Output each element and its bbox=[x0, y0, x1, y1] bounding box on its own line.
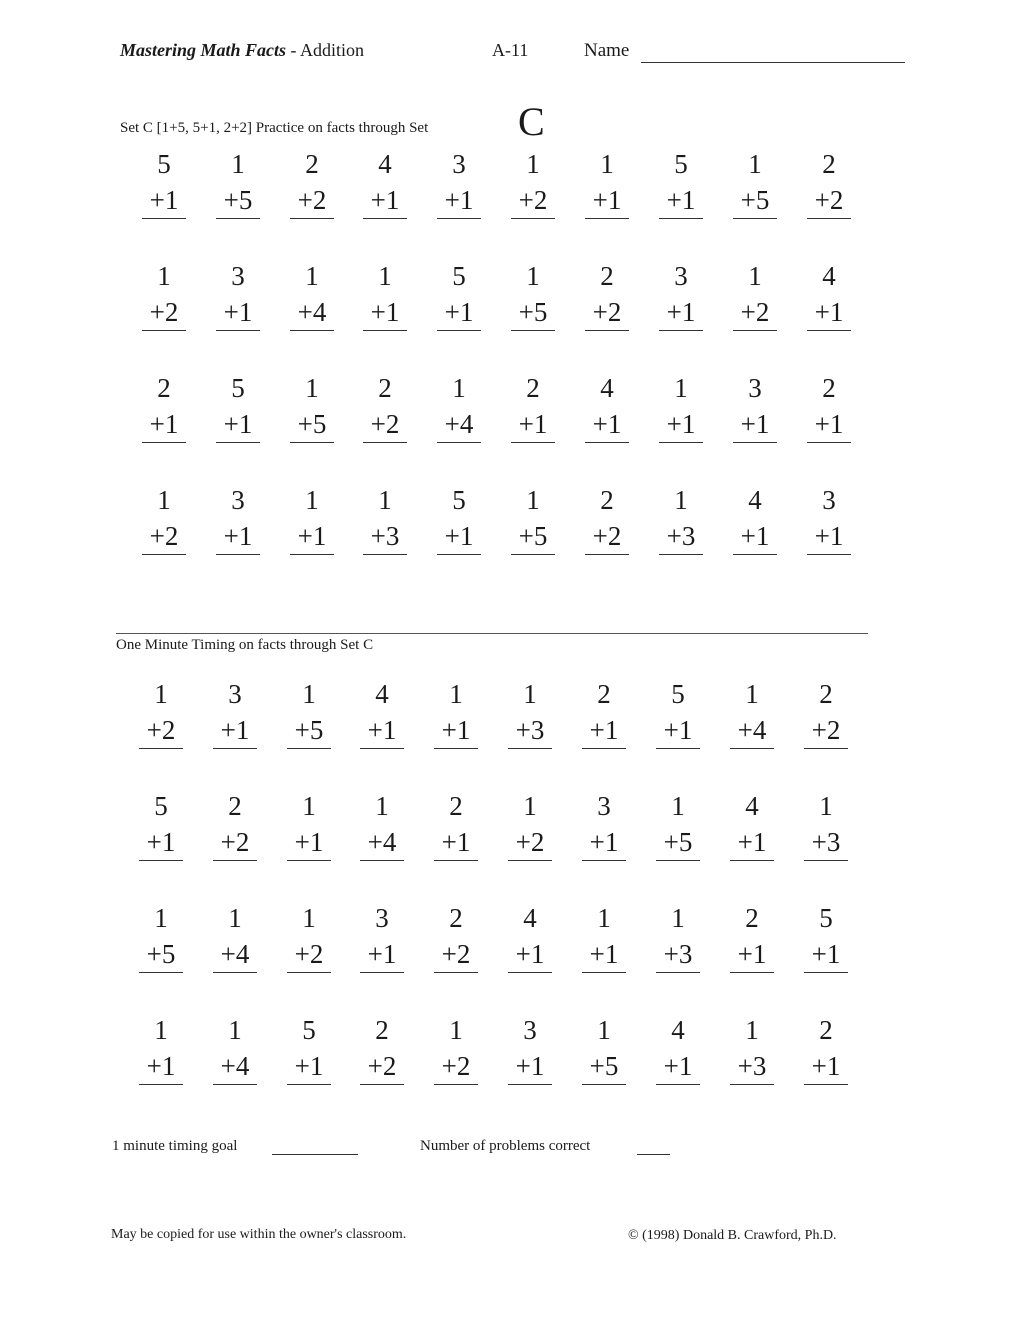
addend-bottom: +2 bbox=[360, 1048, 404, 1085]
practice-heading: Set C [1+5, 5+1, 2+2] Practice on facts through Set bbox=[120, 120, 429, 136]
timing-problem bbox=[730, 900, 774, 973]
practice-problem bbox=[142, 146, 186, 219]
practice-problem bbox=[807, 482, 851, 555]
addend-top: 1 bbox=[157, 485, 171, 515]
addend-top: 3 bbox=[597, 791, 611, 821]
addend-top: 1 bbox=[228, 1015, 242, 1045]
addend-bottom: +2 bbox=[804, 712, 848, 749]
addend-bottom: +5 bbox=[139, 936, 183, 973]
practice-problem bbox=[511, 146, 555, 219]
addend-top: 3 bbox=[231, 485, 245, 515]
addend-top: 1 bbox=[748, 149, 762, 179]
addend-top: 4 bbox=[671, 1015, 685, 1045]
addend-bottom: +1 bbox=[585, 406, 629, 443]
addend-bottom: +1 bbox=[139, 1048, 183, 1085]
addend-top: 1 bbox=[302, 791, 316, 821]
practice-problem bbox=[659, 370, 703, 443]
addend-bottom: +1 bbox=[434, 712, 478, 749]
timing-problem bbox=[730, 1012, 774, 1085]
addend-bottom: +1 bbox=[585, 182, 629, 219]
addend-top: 2 bbox=[600, 485, 614, 515]
addend-bottom: +1 bbox=[290, 518, 334, 555]
addend-top: 2 bbox=[600, 261, 614, 291]
addend-bottom: +2 bbox=[363, 406, 407, 443]
addend-top: 2 bbox=[526, 373, 540, 403]
addend-top: 4 bbox=[600, 373, 614, 403]
copy-permission-note: May be copied for use within the owner's classroom. bbox=[111, 1227, 407, 1242]
timing-problem bbox=[287, 1012, 331, 1085]
addend-bottom: +1 bbox=[582, 936, 626, 973]
addend-top: 2 bbox=[449, 791, 463, 821]
addend-top: 1 bbox=[378, 261, 392, 291]
practice-problem bbox=[585, 146, 629, 219]
addend-top: 1 bbox=[674, 373, 688, 403]
timing-problem bbox=[434, 676, 478, 749]
practice-problem bbox=[290, 482, 334, 555]
addend-top: 1 bbox=[305, 373, 319, 403]
addend-bottom: +5 bbox=[511, 518, 555, 555]
timing-problem bbox=[139, 676, 183, 749]
addend-top: 1 bbox=[523, 791, 537, 821]
timing-problem bbox=[582, 676, 626, 749]
addend-top: 3 bbox=[674, 261, 688, 291]
addend-top: 1 bbox=[671, 791, 685, 821]
timing-problem bbox=[287, 788, 331, 861]
addend-top: 5 bbox=[452, 485, 466, 515]
addend-bottom: +1 bbox=[287, 1048, 331, 1085]
addend-top: 1 bbox=[745, 1015, 759, 1045]
problems-correct-line[interactable] bbox=[637, 1154, 670, 1155]
timing-goal-line[interactable] bbox=[272, 1154, 358, 1155]
timing-heading: One Minute Timing on facts through Set C bbox=[116, 637, 374, 653]
practice-problem bbox=[585, 258, 629, 331]
addend-top: 4 bbox=[748, 485, 762, 515]
name-label: Name bbox=[584, 40, 630, 61]
addend-top: 1 bbox=[671, 903, 685, 933]
practice-problem bbox=[142, 482, 186, 555]
addend-bottom: +1 bbox=[656, 1048, 700, 1085]
addend-top: 1 bbox=[378, 485, 392, 515]
set-letter: C bbox=[518, 99, 545, 144]
practice-problem bbox=[437, 258, 481, 331]
addend-bottom: +1 bbox=[582, 712, 626, 749]
addend-bottom: +1 bbox=[659, 182, 703, 219]
timing-problem bbox=[434, 900, 478, 973]
addend-bottom: +2 bbox=[585, 294, 629, 331]
addend-bottom: +1 bbox=[437, 182, 481, 219]
practice-problem bbox=[290, 258, 334, 331]
practice-problem bbox=[437, 482, 481, 555]
timing-problem bbox=[508, 1012, 552, 1085]
addend-top: 1 bbox=[375, 791, 389, 821]
addend-bottom: +2 bbox=[508, 824, 552, 861]
addend-top: 2 bbox=[305, 149, 319, 179]
addend-bottom: +1 bbox=[807, 518, 851, 555]
addend-top: 3 bbox=[523, 1015, 537, 1045]
addend-bottom: +2 bbox=[287, 936, 331, 973]
addend-top: 1 bbox=[231, 149, 245, 179]
addend-top: 2 bbox=[819, 679, 833, 709]
timing-problem bbox=[360, 676, 404, 749]
practice-problem bbox=[807, 258, 851, 331]
addend-top: 4 bbox=[378, 149, 392, 179]
addend-bottom: +1 bbox=[804, 1048, 848, 1085]
timing-problem bbox=[508, 788, 552, 861]
addend-bottom: +1 bbox=[730, 936, 774, 973]
addend-top: 4 bbox=[375, 679, 389, 709]
addend-bottom: +5 bbox=[582, 1048, 626, 1085]
addend-bottom: +2 bbox=[511, 182, 555, 219]
addend-top: 2 bbox=[378, 373, 392, 403]
timing-problem bbox=[582, 900, 626, 973]
practice-problem bbox=[290, 146, 334, 219]
addend-top: 3 bbox=[748, 373, 762, 403]
addend-top: 2 bbox=[745, 903, 759, 933]
addend-bottom: +5 bbox=[511, 294, 555, 331]
addend-top: 2 bbox=[449, 903, 463, 933]
practice-problem bbox=[290, 370, 334, 443]
practice-problem bbox=[585, 482, 629, 555]
addend-bottom: +1 bbox=[733, 406, 777, 443]
addend-top: 1 bbox=[748, 261, 762, 291]
addend-top: 3 bbox=[822, 485, 836, 515]
timing-problem bbox=[434, 1012, 478, 1085]
addend-top: 2 bbox=[819, 1015, 833, 1045]
addend-bottom: +1 bbox=[142, 182, 186, 219]
addend-top: 1 bbox=[154, 679, 168, 709]
addend-top: 1 bbox=[157, 261, 171, 291]
practice-problem bbox=[807, 146, 851, 219]
addend-bottom: +5 bbox=[287, 712, 331, 749]
addend-bottom: +1 bbox=[142, 406, 186, 443]
addend-top: 4 bbox=[745, 791, 759, 821]
addend-bottom: +1 bbox=[730, 824, 774, 861]
addend-bottom: +2 bbox=[142, 518, 186, 555]
addend-top: 1 bbox=[597, 1015, 611, 1045]
addend-bottom: +2 bbox=[733, 294, 777, 331]
addend-top: 2 bbox=[822, 373, 836, 403]
practice-problem bbox=[363, 482, 407, 555]
timing-problem bbox=[656, 676, 700, 749]
addend-bottom: +2 bbox=[434, 936, 478, 973]
addend-top: 1 bbox=[597, 903, 611, 933]
addend-bottom: +2 bbox=[585, 518, 629, 555]
practice-problem bbox=[437, 370, 481, 443]
addend-bottom: +5 bbox=[290, 406, 334, 443]
practice-problem bbox=[216, 146, 260, 219]
practice-problem bbox=[511, 258, 555, 331]
addend-bottom: +1 bbox=[360, 936, 404, 973]
addend-bottom: +1 bbox=[216, 518, 260, 555]
addend-top: 5 bbox=[157, 149, 171, 179]
addend-bottom: +4 bbox=[213, 936, 257, 973]
addend-bottom: +1 bbox=[804, 936, 848, 973]
addend-top: 1 bbox=[526, 149, 540, 179]
addend-top: 5 bbox=[671, 679, 685, 709]
addend-top: 3 bbox=[452, 149, 466, 179]
addend-top: 1 bbox=[305, 261, 319, 291]
timing-problem bbox=[213, 900, 257, 973]
addend-top: 5 bbox=[231, 373, 245, 403]
series-title: Mastering Math Facts bbox=[120, 40, 287, 60]
subject-title: - Addition bbox=[286, 40, 365, 60]
practice-problem bbox=[363, 370, 407, 443]
addend-top: 2 bbox=[157, 373, 171, 403]
addend-bottom: +4 bbox=[730, 712, 774, 749]
addend-top: 1 bbox=[449, 1015, 463, 1045]
practice-problem bbox=[216, 482, 260, 555]
addend-bottom: +1 bbox=[363, 294, 407, 331]
practice-problem bbox=[142, 258, 186, 331]
addend-bottom: +3 bbox=[363, 518, 407, 555]
timing-problem bbox=[213, 788, 257, 861]
timing-problem bbox=[804, 900, 848, 973]
practice-problem bbox=[363, 258, 407, 331]
addend-top: 1 bbox=[526, 485, 540, 515]
addend-top: 5 bbox=[819, 903, 833, 933]
addend-top: 1 bbox=[302, 903, 316, 933]
section-divider bbox=[116, 633, 868, 634]
timing-problem bbox=[139, 900, 183, 973]
addend-bottom: +1 bbox=[582, 824, 626, 861]
timing-problem bbox=[360, 1012, 404, 1085]
timing-problem bbox=[804, 676, 848, 749]
addend-bottom: +5 bbox=[216, 182, 260, 219]
addend-bottom: +2 bbox=[807, 182, 851, 219]
addend-top: 1 bbox=[154, 1015, 168, 1045]
timing-problem bbox=[656, 788, 700, 861]
timing-problem bbox=[656, 1012, 700, 1085]
addend-bottom: +2 bbox=[142, 294, 186, 331]
practice-problem bbox=[659, 258, 703, 331]
page-code: A-11 bbox=[492, 40, 529, 60]
practice-problem bbox=[659, 482, 703, 555]
timing-problem bbox=[804, 788, 848, 861]
addend-bottom: +1 bbox=[807, 406, 851, 443]
timing-problem bbox=[213, 1012, 257, 1085]
problems-correct-label: Number of problems correct bbox=[420, 1138, 591, 1154]
timing-problem bbox=[508, 676, 552, 749]
addend-top: 2 bbox=[597, 679, 611, 709]
addend-bottom: +2 bbox=[290, 182, 334, 219]
copyright-notice: © (1998) Donald B. Crawford, Ph.D. bbox=[628, 1228, 837, 1243]
addend-top: 1 bbox=[600, 149, 614, 179]
addend-bottom: +1 bbox=[216, 406, 260, 443]
timing-problem bbox=[287, 676, 331, 749]
addend-bottom: +1 bbox=[213, 712, 257, 749]
addend-bottom: +1 bbox=[437, 294, 481, 331]
addend-top: 4 bbox=[822, 261, 836, 291]
timing-problem bbox=[656, 900, 700, 973]
timing-problem bbox=[360, 900, 404, 973]
addend-top: 3 bbox=[375, 903, 389, 933]
timing-problem bbox=[360, 788, 404, 861]
addend-bottom: +1 bbox=[659, 406, 703, 443]
practice-problem bbox=[733, 482, 777, 555]
addend-top: 1 bbox=[154, 903, 168, 933]
practice-problem bbox=[437, 146, 481, 219]
addend-bottom: +4 bbox=[213, 1048, 257, 1085]
addend-bottom: +3 bbox=[804, 824, 848, 861]
practice-problem bbox=[585, 370, 629, 443]
timing-problem bbox=[287, 900, 331, 973]
addend-bottom: +1 bbox=[434, 824, 478, 861]
timing-problem bbox=[582, 788, 626, 861]
addend-top: 5 bbox=[452, 261, 466, 291]
addend-top: 1 bbox=[228, 903, 242, 933]
timing-goal-label: 1 minute timing goal bbox=[112, 1138, 238, 1154]
practice-problem bbox=[807, 370, 851, 443]
practice-problem bbox=[216, 258, 260, 331]
addend-top: 1 bbox=[745, 679, 759, 709]
addend-top: 1 bbox=[452, 373, 466, 403]
addend-bottom: +1 bbox=[360, 712, 404, 749]
timing-problem bbox=[508, 900, 552, 973]
practice-problem bbox=[216, 370, 260, 443]
addend-bottom: +4 bbox=[360, 824, 404, 861]
timing-problem bbox=[582, 1012, 626, 1085]
addend-bottom: +1 bbox=[508, 936, 552, 973]
addend-top: 1 bbox=[674, 485, 688, 515]
name-line[interactable] bbox=[641, 62, 905, 63]
addend-bottom: +5 bbox=[656, 824, 700, 861]
addend-bottom: +1 bbox=[287, 824, 331, 861]
addend-bottom: +1 bbox=[659, 294, 703, 331]
addend-bottom: +2 bbox=[213, 824, 257, 861]
addend-bottom: +1 bbox=[363, 182, 407, 219]
practice-problem bbox=[363, 146, 407, 219]
addend-top: 1 bbox=[819, 791, 833, 821]
addend-bottom: +1 bbox=[511, 406, 555, 443]
practice-problem bbox=[659, 146, 703, 219]
practice-problem bbox=[511, 370, 555, 443]
addend-top: 5 bbox=[302, 1015, 316, 1045]
addend-bottom: +1 bbox=[216, 294, 260, 331]
addend-bottom: +1 bbox=[807, 294, 851, 331]
addend-bottom: +3 bbox=[508, 712, 552, 749]
addend-bottom: +2 bbox=[139, 712, 183, 749]
addend-bottom: +1 bbox=[656, 712, 700, 749]
addend-top: 1 bbox=[305, 485, 319, 515]
addend-bottom: +1 bbox=[508, 1048, 552, 1085]
practice-problem bbox=[733, 258, 777, 331]
timing-problem bbox=[139, 1012, 183, 1085]
addend-top: 3 bbox=[228, 679, 242, 709]
practice-problem bbox=[733, 146, 777, 219]
addend-bottom: +3 bbox=[656, 936, 700, 973]
timing-problem bbox=[139, 788, 183, 861]
addend-bottom: +3 bbox=[730, 1048, 774, 1085]
practice-problem bbox=[142, 370, 186, 443]
timing-problem bbox=[804, 1012, 848, 1085]
addend-top: 1 bbox=[449, 679, 463, 709]
addend-bottom: +3 bbox=[659, 518, 703, 555]
timing-problem bbox=[730, 788, 774, 861]
addend-top: 1 bbox=[302, 679, 316, 709]
addend-top: 1 bbox=[523, 679, 537, 709]
addend-bottom: +4 bbox=[437, 406, 481, 443]
addend-bottom: +1 bbox=[139, 824, 183, 861]
addend-bottom: +1 bbox=[733, 518, 777, 555]
practice-problem bbox=[511, 482, 555, 555]
addend-top: 2 bbox=[375, 1015, 389, 1045]
addend-bottom: +5 bbox=[733, 182, 777, 219]
addend-top: 5 bbox=[674, 149, 688, 179]
timing-problem bbox=[434, 788, 478, 861]
timing-problem bbox=[730, 676, 774, 749]
addend-bottom: +4 bbox=[290, 294, 334, 331]
addend-top: 2 bbox=[822, 149, 836, 179]
addend-top: 3 bbox=[231, 261, 245, 291]
worksheet-title bbox=[120, 40, 364, 61]
addend-top: 2 bbox=[228, 791, 242, 821]
addend-top: 5 bbox=[154, 791, 168, 821]
addend-bottom: +2 bbox=[434, 1048, 478, 1085]
addend-bottom: +1 bbox=[437, 518, 481, 555]
addend-top: 4 bbox=[523, 903, 537, 933]
practice-problem bbox=[733, 370, 777, 443]
timing-problem bbox=[213, 676, 257, 749]
addend-top: 1 bbox=[526, 261, 540, 291]
